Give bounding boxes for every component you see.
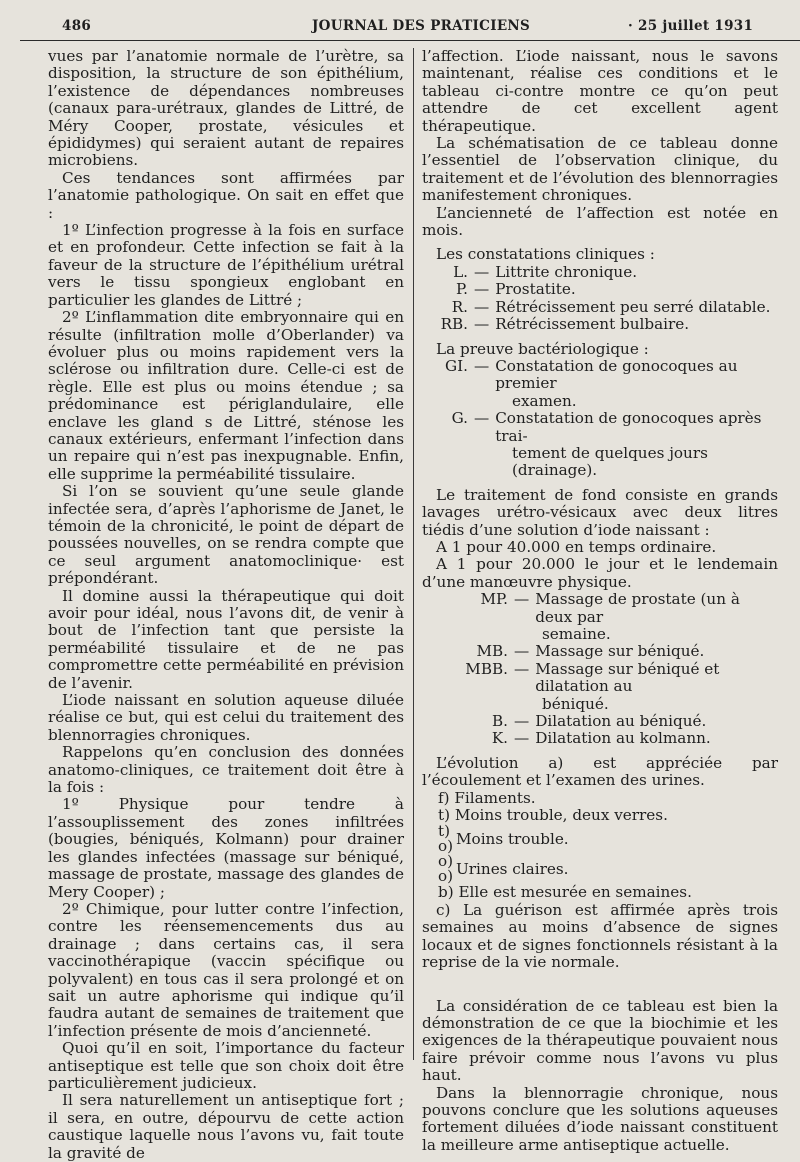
paragraph: 2º Chimique, pour lutter contre l’infection, contre les réensemencements dus au drainage ; dans certains cas, il sera vaccinothérapique (vaccin spécifique ou polyvalent) en tous cas il sera prolongé et on sait un autre aphorisme qui indique qu’il faudra autant de semaines de traitement que l’infection présente de mois d’ancienneté. xyxy=(48,899,404,1040)
paragraph: Dans la blennorragie chronique, nous pouvons conclure que les solutions aqueuses fortement diluées d’iode naissant constituent la meilleure arme antiseptique actuelle. xyxy=(422,1083,778,1154)
treatment-text: Massage de prostate (un à deux par xyxy=(535,590,740,626)
paragraph: Si l’on se souvient qu’une seule glande infectée sera, d’après l’aphorisme de Janet, le témoin de la chronicité, le point de départ de poussées nouvelles, on se rendra compte que ce seul argument anatomoclinique· est prépondérant. xyxy=(48,482,404,588)
paragraph: Il domine aussi la thérapeutique qui doit avoir pour idéal, nous l’avons dit, de venir à bout de l’infection tant que persiste la perméabilité tissulaire et de ne pas compromettre cette perméabilité en prévision de l’avenir. xyxy=(48,586,404,692)
legend-key: L. xyxy=(453,262,468,281)
treatment-key: B. xyxy=(492,712,508,731)
legend-item xyxy=(422,410,778,445)
paragraph: vues par l’anatomie normale de l’urètre, sa disposition, la structure de son épithélium, l’existence de dépendances nombreuses (canaux para-urétraux, glandes de Littré, de Méry Cooper, prostate, vésicules et épididymes) qui seraient autant de repaires microbiens. xyxy=(48,47,404,170)
legend-item xyxy=(422,264,778,281)
legend-dash: — xyxy=(474,409,490,428)
legend-text: Prostatite. xyxy=(495,280,576,299)
issue-date: · 25 juillet 1931 xyxy=(628,18,754,34)
legend-continuation: examen. xyxy=(512,391,577,410)
legend-key: R. xyxy=(451,297,468,316)
treatment-key: K. xyxy=(491,729,508,748)
paragraph: Quoi qu’il en soit, l’importance du facteur antiseptique est telle que son choix doit être particulièrement judicieux. xyxy=(48,1039,404,1092)
evolution-item: b) Elle est mesurée en semaines. xyxy=(438,883,692,902)
treatment-dash: — xyxy=(514,590,530,609)
paragraph: Le traitement de fond consiste en grands lavages urétro-vésicaux avec deux litres tiédis d’une solution d’iode naissant : xyxy=(422,485,778,539)
paragraph: Ces tendances sont affirmées par l’anatomie pathologique. On sait en effet que : xyxy=(48,168,404,222)
dose-line: A 1 pour 40.000 en temps ordinaire. xyxy=(436,537,717,556)
treatment-text: Massage sur béniqué. xyxy=(535,642,705,661)
treatment-key: MB. xyxy=(476,642,508,661)
treatment-text: Dilatation au kolmann. xyxy=(535,729,711,748)
legend-text: Littrite chronique. xyxy=(495,262,638,281)
treatment-item xyxy=(422,661,778,696)
header-rule xyxy=(20,40,800,41)
treatment-dash: — xyxy=(514,729,530,748)
paragraph: c) La guérison est affirmée après trois semaines au moins d’absence de signes locaux et de signes fonctionnels résistant à la reprise de la vie normale. xyxy=(422,900,778,972)
legend-dash: — xyxy=(474,356,490,375)
evolution-group xyxy=(422,824,778,854)
legend-key: GI. xyxy=(445,356,468,375)
paragraph: L’iode naissant en solution aqueuse diluée réalise ce but, qui est celui du traitement des blennorragies chroniques. xyxy=(48,691,404,744)
legend-text: Constatation de gonocoques après trai- xyxy=(495,409,762,445)
journal-title: JOURNAL DES PRATICIENS xyxy=(312,18,531,34)
legend-key: RB. xyxy=(440,315,468,334)
evolution-text: Urines claires. xyxy=(456,859,569,878)
legend-key: P. xyxy=(456,280,468,299)
treatment-dash: — xyxy=(514,642,530,661)
treatment-item xyxy=(422,591,778,626)
legend-text: Rétrécissement bulbaire. xyxy=(495,315,690,334)
treatment-dash: — xyxy=(514,712,530,731)
paragraph: 1º Physique pour tendre à l’assouplissement des zones infiltrées (bougies, béniqués, Kolmann) pour drainer les glandes infectées (massage sur béniqué, massage de prostate, massage des glandes de Mery Cooper) ; xyxy=(48,795,404,901)
page-header xyxy=(0,18,800,40)
evolution-letters xyxy=(438,854,456,884)
paragraph: l’affection. L’iode naissant, nous le savons maintenant, réalise ces conditions et le tableau ci-contre montre ce qu’on peut attendre de cet excellent agent thérapeutique. xyxy=(422,47,778,135)
evolution-letters xyxy=(438,824,456,854)
treatment-dash: — xyxy=(514,659,530,678)
legend-text: Constatation de gonocoques au premier xyxy=(495,356,738,393)
treatment-item xyxy=(422,730,778,747)
page-number: 486 xyxy=(62,18,92,34)
evolution-text: Moins trouble. xyxy=(456,829,569,848)
treatment-text: Massage sur béniqué et dilatation au xyxy=(535,659,720,696)
treatment-text: Dilatation au béniqué. xyxy=(535,712,707,731)
treatment-item xyxy=(422,643,778,660)
legend-continuation: tement de quelques jours (drainage). xyxy=(512,443,708,480)
legend-item xyxy=(422,316,778,333)
paragraph: 1º L’infection progresse à la fois en surface et en profondeur. Cette infection se fait à la faveur de la structure de l’épithélium urétral vers le tissu spongieux englobant en particulier les glandes de Littré ; xyxy=(48,221,404,309)
paragraph: L’évolution a) est appréciée par l’écoulement et l’examen des urines. xyxy=(422,753,778,790)
paragraph: La schématisation de ce tableau donne l’essentiel de l’observation clinique, du traitement et de l’évolution des blennorragies manifestement chroniques. xyxy=(422,134,778,205)
clinical-heading: Les constatations cliniques : xyxy=(436,245,655,264)
legend-dash: — xyxy=(474,315,490,334)
evolution-letter: o) xyxy=(438,837,454,856)
legend-text: Rétrécissement peu serré dilatable. xyxy=(495,297,771,316)
paragraph: Rappelons qu’en conclusion des données anatomo-cliniques, ce traitement doit être à la fois : xyxy=(48,743,404,797)
evolution-letter: o) xyxy=(438,867,454,886)
legend-item xyxy=(422,281,778,298)
treatment-item xyxy=(422,713,778,730)
evolution-letter: o) xyxy=(438,852,454,871)
bacterio-heading: La preuve bactériologique : xyxy=(436,339,649,358)
evolution-item: f) Filaments. xyxy=(438,788,536,807)
paragraph: 2º L’inflammation dite embryonnaire qui en résulte (infiltration molle d’Oberlander) va évoluer plus ou moins rapidement vers la sclérose ou infiltration dure. Celle-ci est de règle. Elle est plus ou moins étendue ; sa prédominance est périglandulaire, elle enclave les gland s de Littré, sténose les canaux extérieurs, enfermant l’infection dans un repaire qui n’est pas inexpugnable. Enfin, elle supprime la perméabilité tissulaire. xyxy=(48,308,404,483)
treatment-key: MBB. xyxy=(465,659,508,678)
left-column xyxy=(48,48,404,1162)
paragraph: Il sera naturellement un antiseptique fort ; il sera, en outre, dépourvu de cette action caustique laquelle nous l’avons vu, fait toute la gravité de xyxy=(48,1091,404,1162)
legend-dash: — xyxy=(474,280,490,299)
evolution-item: t) Moins trouble, deux verres. xyxy=(438,806,668,825)
paragraph: La considération de ce tableau est bien la démonstration de ce que la biochimie et les exigences de la thérapeutique pouvaient nous faire prévoir comme nous l’avons vu plus haut. xyxy=(422,996,778,1085)
legend-dash: — xyxy=(474,297,490,316)
column-divider xyxy=(413,48,414,1060)
legend-item xyxy=(422,358,778,393)
dose-line: A 1 pour 20.000 le jour et le lendemain d’une manœuvre physique. xyxy=(422,555,778,591)
treatment-continuation: béniqué. xyxy=(542,694,609,713)
treatment-key: MP. xyxy=(480,590,508,609)
legend-dash: — xyxy=(474,262,490,281)
evolution-group xyxy=(422,854,778,884)
evolution-letter: t) xyxy=(438,822,451,841)
paragraph: L’ancienneté de l’affection est notée en mois. xyxy=(422,203,778,240)
legend-item xyxy=(422,299,778,316)
right-column xyxy=(422,48,778,1154)
legend-key: G. xyxy=(451,409,468,428)
treatment-continuation: semaine. xyxy=(542,625,611,643)
